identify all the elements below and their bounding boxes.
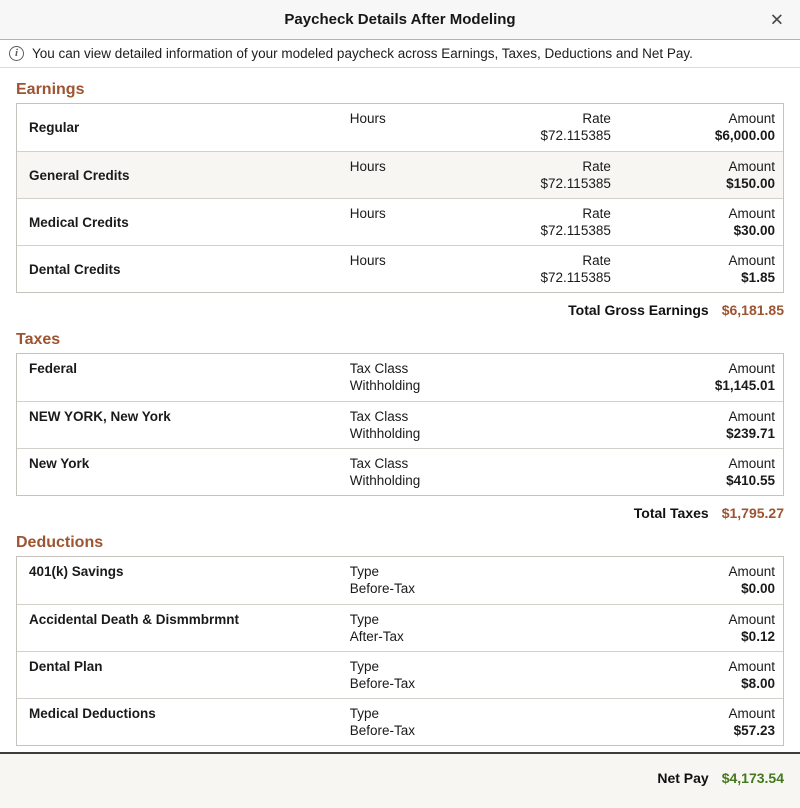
table-row <box>17 198 783 245</box>
type-label: Type <box>349 706 380 721</box>
amount-value: $239.71 <box>726 426 775 441</box>
amount-cell <box>611 360 775 395</box>
deduction-name: Dental Plan <box>29 659 103 674</box>
deduction-name: 401(k) Savings <box>29 564 124 579</box>
amount-value: $1.85 <box>741 270 775 285</box>
amount-label: Amount <box>728 111 775 126</box>
info-banner <box>0 40 800 68</box>
total-gross-earnings-label: Total Gross Earnings <box>568 302 709 318</box>
table-row <box>17 104 783 151</box>
net-pay-footer <box>0 752 800 808</box>
amount-cell <box>611 408 775 442</box>
modal-titlebar <box>0 0 800 40</box>
earning-name: Medical Credits <box>29 214 129 230</box>
deduction-type-cell <box>350 658 611 692</box>
table-row <box>17 245 783 292</box>
earning-name: General Credits <box>29 167 130 183</box>
amount-cell <box>611 110 775 145</box>
type-value: Before-Tax <box>349 676 416 691</box>
amount-cell <box>611 705 775 739</box>
amount-label: Amount <box>728 206 775 221</box>
amount-label: Amount <box>728 361 775 376</box>
tax-name: New York <box>29 456 90 471</box>
tax-name: NEW YORK, New York <box>29 409 171 424</box>
amount-label: Amount <box>728 706 775 721</box>
close-icon[interactable]: ✕ <box>769 10 784 29</box>
amount-label: Amount <box>728 564 775 579</box>
amount-label: Amount <box>728 612 775 627</box>
tax-class-value: Withholding <box>349 378 421 393</box>
deduction-type-cell <box>350 611 611 645</box>
amount-value: $1,145.01 <box>714 378 775 393</box>
tax-class-label: Tax Class <box>349 361 409 376</box>
amount-cell <box>611 563 775 598</box>
paycheck-details-content <box>0 81 800 746</box>
rate-label: Rate <box>582 253 611 268</box>
earning-name: Regular <box>29 120 80 135</box>
rate-label: Rate <box>582 206 611 221</box>
amount-value: $8.00 <box>741 676 775 691</box>
rate-cell <box>454 205 611 239</box>
deduction-name: Medical Deductions <box>29 706 156 721</box>
table-row <box>17 354 783 401</box>
amount-cell <box>611 455 775 489</box>
amount-cell <box>611 158 775 192</box>
tax-class-label: Tax Class <box>349 409 409 424</box>
hours-label: Hours <box>349 159 386 174</box>
amount-label: Amount <box>728 456 775 471</box>
earning-name: Dental Credits <box>29 261 121 277</box>
amount-value: $6,000.00 <box>714 128 775 143</box>
info-icon: i <box>9 46 24 61</box>
rate-value: $72.115385 <box>540 176 611 191</box>
rate-value: $72.115385 <box>540 223 611 238</box>
type-value: After-Tax <box>349 629 404 644</box>
page-title: Paycheck Details After Modeling <box>284 11 516 28</box>
type-label: Type <box>349 612 380 627</box>
amount-value: $0.00 <box>741 581 775 596</box>
type-value: Before-Tax <box>349 723 416 738</box>
deduction-type-cell <box>350 705 611 739</box>
deductions-table <box>16 556 784 746</box>
deductions-heading: Deductions <box>16 534 104 551</box>
info-message: You can view detailed information of your modeled paycheck across Earnings, Taxes, Deductions and Net Pay. <box>32 46 693 61</box>
table-row <box>17 651 783 698</box>
rate-value: $72.115385 <box>540 128 611 143</box>
amount-value: $57.23 <box>733 723 775 738</box>
net-pay-label: Net Pay <box>657 770 709 786</box>
amount-value: $0.12 <box>741 629 775 644</box>
amount-cell <box>611 205 775 239</box>
hours-label: Hours <box>349 206 386 221</box>
tax-name: Federal <box>29 361 78 376</box>
tax-class-label: Tax Class <box>349 456 409 471</box>
amount-label: Amount <box>728 159 775 174</box>
hours-label: Hours <box>349 111 386 126</box>
taxes-table <box>16 353 784 496</box>
amount-cell <box>611 658 775 692</box>
tax-class-value: Withholding <box>349 426 421 441</box>
rate-value: $72.115385 <box>540 270 611 285</box>
deduction-type-cell <box>350 563 611 598</box>
amount-value: $150.00 <box>726 176 775 191</box>
table-row <box>17 448 783 495</box>
table-row <box>17 151 783 198</box>
table-row <box>17 401 783 448</box>
amount-value: $410.55 <box>726 473 775 488</box>
tax-class-cell <box>350 455 611 489</box>
tax-class-cell <box>350 408 611 442</box>
amount-label: Amount <box>728 253 775 268</box>
type-label: Type <box>349 659 380 674</box>
amount-cell <box>611 252 775 286</box>
tax-class-value: Withholding <box>349 473 421 488</box>
type-label: Type <box>349 564 380 579</box>
net-pay-value: $4,173.54 <box>721 770 784 786</box>
total-taxes <box>16 505 784 521</box>
deduction-name: Accidental Death & Dismmbrmnt <box>29 612 240 627</box>
total-taxes-value: $1,795.27 <box>721 505 784 521</box>
hours-label: Hours <box>349 253 386 268</box>
table-row <box>17 698 783 745</box>
rate-cell <box>454 252 611 286</box>
taxes-heading: Taxes <box>16 331 61 348</box>
rate-cell <box>454 158 611 192</box>
rate-label: Rate <box>582 111 611 126</box>
type-value: Before-Tax <box>349 581 416 596</box>
rate-cell <box>454 110 611 145</box>
tax-class-cell <box>350 360 611 395</box>
total-gross-earnings <box>16 302 784 318</box>
table-row <box>17 604 783 651</box>
table-row <box>17 557 783 604</box>
rate-label: Rate <box>582 159 611 174</box>
amount-value: $30.00 <box>733 223 775 238</box>
total-taxes-label: Total Taxes <box>633 505 709 521</box>
earnings-heading: Earnings <box>16 81 85 98</box>
amount-label: Amount <box>728 409 775 424</box>
total-gross-earnings-value: $6,181.85 <box>721 302 784 318</box>
amount-cell <box>611 611 775 645</box>
amount-label: Amount <box>728 659 775 674</box>
earnings-table <box>16 103 784 293</box>
